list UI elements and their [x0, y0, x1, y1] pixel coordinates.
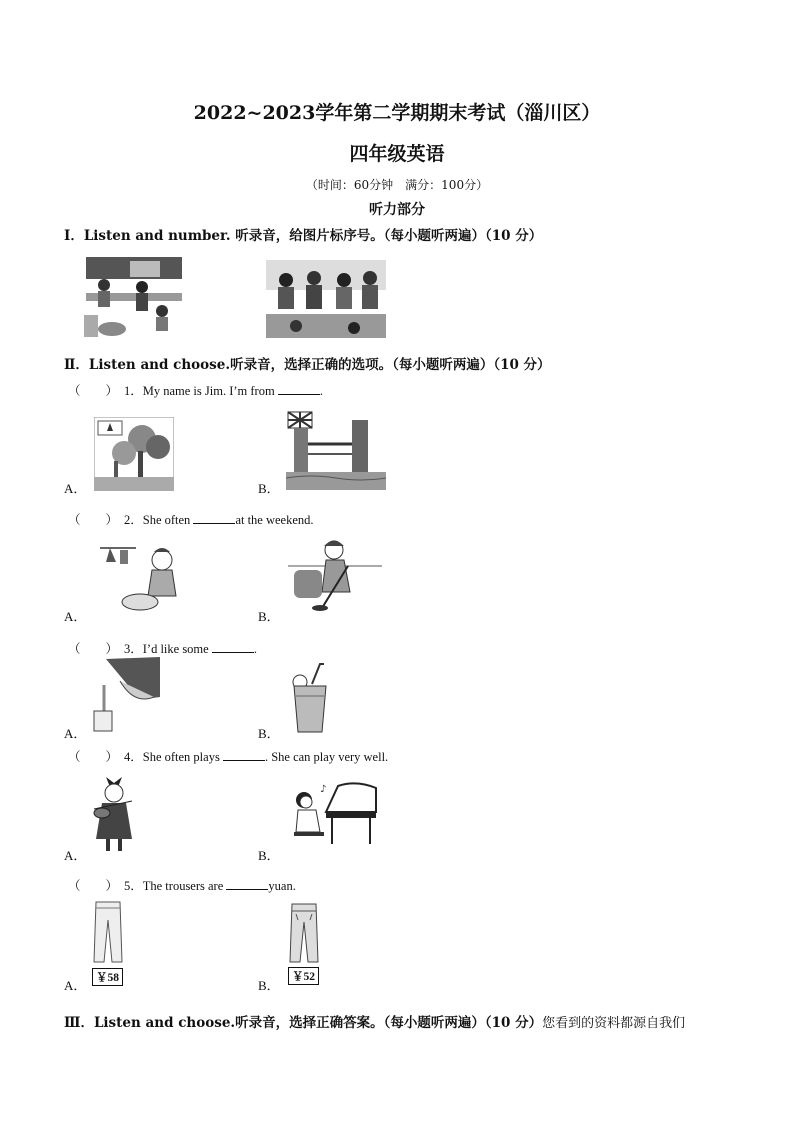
answer-bracket[interactable]: （ ）	[68, 384, 119, 398]
q4-option-b-label[interactable]: B．	[258, 848, 280, 863]
exam-info: （时间：60分钟 满分：100分）	[305, 178, 489, 192]
question-3: （ ） 3．I’d like some .	[68, 639, 257, 657]
section1-picture-2	[266, 256, 386, 340]
q3-option-b-label[interactable]: B．	[258, 726, 280, 741]
q2-option-a-washing-picture	[96, 542, 188, 614]
fill-blank[interactable]	[223, 748, 265, 761]
section1-heading: I．Listen and number. 听录音，给图片标序号。（每小题听两遍）（10 分）	[64, 228, 543, 244]
q5-option-a-trousers-picture	[92, 900, 124, 964]
svg-text:♪: ♪	[320, 784, 327, 795]
section3-tail-text: 您看到的资料都源自我们	[542, 1016, 686, 1031]
answer-bracket[interactable]: （ ）	[68, 513, 119, 527]
q4-option-b-piano-picture	[286, 778, 380, 854]
q1-option-a-label[interactable]: A．	[64, 481, 87, 496]
question-5: （ ） 5．The trousers are yuan.	[68, 876, 296, 894]
part-heading: 听力部分	[369, 202, 425, 218]
q4-option-a-label[interactable]: A．	[64, 848, 87, 863]
question-1: （ ） 1．My name is Jim. I’m from .	[68, 381, 323, 399]
q5-option-b-label[interactable]: B．	[258, 978, 280, 993]
fill-blank[interactable]	[212, 640, 254, 653]
q3-option-a-milk-picture	[90, 657, 160, 733]
q3-option-a-label[interactable]: A．	[64, 726, 87, 741]
exam-title: 2022~2023学年第二学期期末考试（淄川区）	[193, 102, 601, 124]
q1-option-b-london-picture	[286, 410, 386, 490]
q5-option-a-label[interactable]: A．	[64, 978, 87, 993]
fill-blank[interactable]	[278, 382, 320, 395]
q5-option-b-price-tag: ￥52	[288, 967, 319, 985]
question-4: （ ） 4．She often plays . She can play very well.	[68, 747, 388, 765]
fill-blank[interactable]	[226, 877, 268, 890]
exam-subtitle: 四年级英语	[349, 143, 445, 165]
q3-option-b-juice-picture	[290, 662, 330, 734]
q2-option-b-sweeping-picture	[288, 536, 382, 614]
fill-blank[interactable]	[193, 511, 235, 524]
q5-option-b-trousers-picture	[288, 902, 320, 964]
q1-option-a-canada-picture	[94, 417, 174, 491]
answer-bracket[interactable]: （ ）	[68, 642, 119, 656]
q2-option-a-label[interactable]: A．	[64, 609, 87, 624]
q4-option-a-violin-picture	[88, 773, 138, 855]
answer-bracket[interactable]: （ ）	[68, 879, 119, 893]
answer-bracket[interactable]: （ ）	[68, 750, 119, 764]
q2-option-b-label[interactable]: B．	[258, 609, 280, 624]
question-2: （ ） 2．She often at the weekend.	[68, 510, 314, 528]
section3-heading: Ⅲ．Listen and choose.听录音，选择正确答案。（每小题听两遍）（10 分）您看到的资料都源自我们	[64, 1015, 686, 1031]
section1-picture-1	[82, 255, 186, 339]
section2-heading: Ⅱ．Listen and choose.听录音，选择正确的选项。（每小题听两遍）（10 分）	[64, 357, 551, 373]
q5-option-a-price-tag: ￥58	[92, 968, 123, 986]
q1-option-b-label[interactable]: B．	[258, 481, 280, 496]
